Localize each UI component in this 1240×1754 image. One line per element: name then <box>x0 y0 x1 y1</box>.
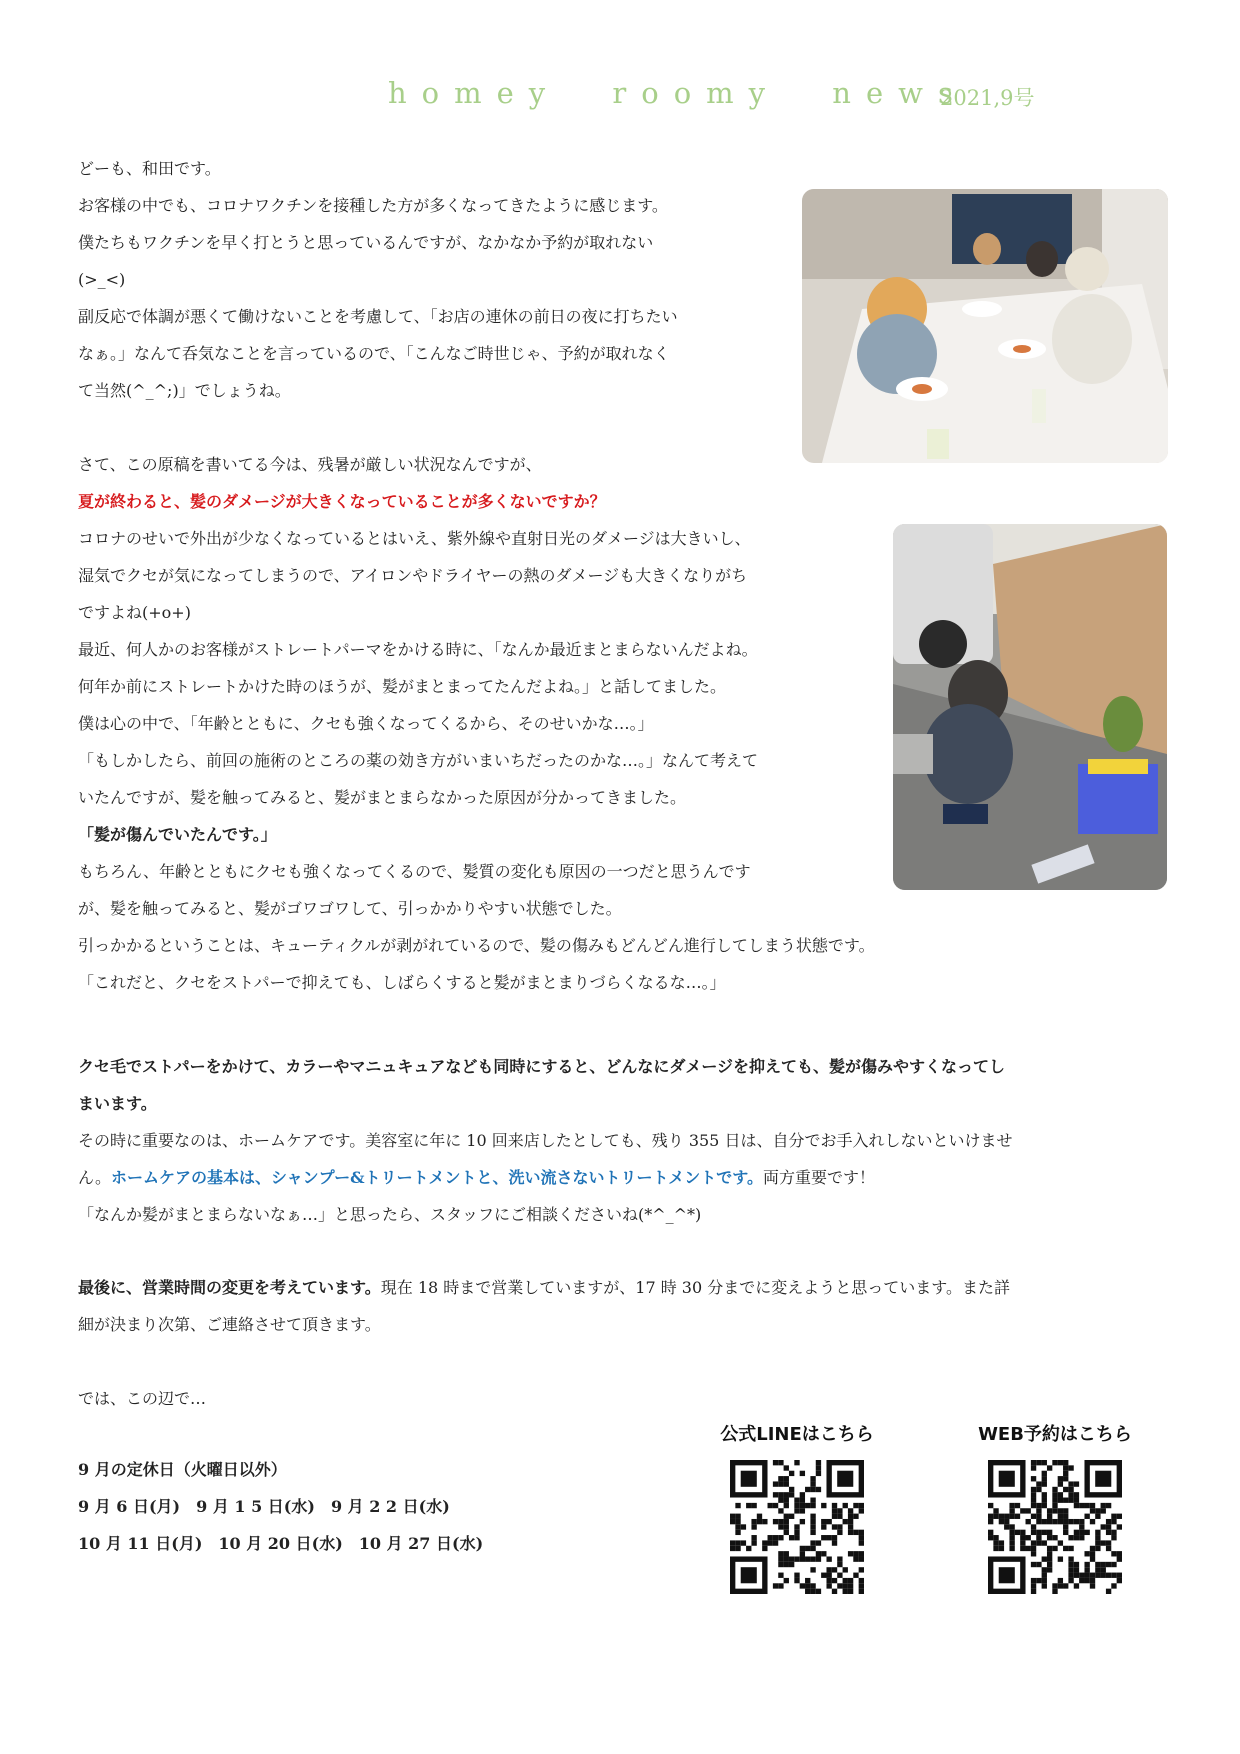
text-line: 湿気でクセが気になってしまうので、アイロンやドライヤーの熱のダメージも大きくなりがち <box>78 566 748 585</box>
line-qr-label: 公式LINEはこちら <box>720 1424 874 1445</box>
text-line <box>78 1159 1012 1196</box>
text-fragment: 現在 18 時まで営業していますが、17 時 30 分までに変えようと思っています。また詳 <box>380 1278 1010 1297</box>
web-reservation-qr-code[interactable] <box>988 1460 1122 1594</box>
section-hair-damage <box>78 446 875 1001</box>
holidays-title: 9 月の定休日（火曜日以外） <box>78 1460 287 1479</box>
text-line: て当然(^_^;)」でしょうね。 <box>78 381 291 400</box>
blue-highlight: ホームケアの基本は、シャンプー&トリートメントと、洗い流さないトリートメントです。 <box>110 1168 764 1187</box>
section-home-care <box>78 1048 1012 1233</box>
bold-text-line: クセ毛でストパーをかけて、カラーやマニュキュアなども同時にすると、どんなにダメージを抑えても、髪が傷みやすくなってし <box>78 1057 1006 1076</box>
web-qr-label: WEB予約はこちら <box>978 1424 1132 1445</box>
text-line: ですよね(+o+) <box>78 603 191 622</box>
text-line: いたんですが、髪を触ってみると、髪がまとまらなかった原因が分かってきました。 <box>78 788 687 807</box>
text-line: お客様の中でも、コロナワクチンを接種した方が多くなってきたように感じます。 <box>78 196 668 215</box>
text-line: が、髪を触ってみると、髪がゴワゴワして、引っかかりやすい状態でした。 <box>78 899 622 918</box>
issue-number: 2021,9号 <box>940 86 1035 110</box>
newsletter-title: homey roomy news <box>388 76 968 110</box>
holidays-block <box>78 1451 483 1562</box>
closing-line <box>78 1380 206 1417</box>
text-line: 「もしかしたら、前回の施術のところの薬の効き方がいまいちだったのかな…。」なんて考えて <box>78 751 759 770</box>
text-line: 何年か前にストレートかけた時のほうが、髪がまとまってたんだよね。」と話してました。 <box>78 677 727 696</box>
text-line: さて、この原稿を書いてる今は、残暑が厳しい状況なんですが、 <box>78 455 542 474</box>
outdoor-photo <box>893 524 1167 890</box>
holidays-row: 9 月 6 日(月) 9 月 1 5 日(水) 9 月 2 2 日(水) <box>78 1497 450 1516</box>
text-line: 副反応で体調が悪くて働けないことを考慮して、「お店の連休の前日の夜に打ちたい <box>78 307 678 326</box>
web-qr-block[interactable] <box>970 1420 1140 1598</box>
header <box>0 76 1240 116</box>
bold-text-line: まいます。 <box>78 1094 157 1113</box>
text-line: 細が決まり次第、ご連絡させて頂きます。 <box>78 1315 381 1334</box>
text-line: その時に重要なのは、ホームケアです。美容室に年に 10 回来店したとしても、残り 355 日は、自分でお手入れしないといけませ <box>78 1131 1013 1150</box>
text-line: 「これだと、クセをストパーで抑えても、しばらくすると髪がまとまりづらくなるな…。」 <box>78 973 726 992</box>
text-fragment: ん。 <box>78 1168 111 1187</box>
text-line: なぁ。」なんて呑気なことを言っているので、「こんなご時世じゃ、予約が取れなく <box>78 344 670 363</box>
section-hours-change <box>78 1269 1010 1343</box>
line-qr-code[interactable] <box>730 1460 864 1594</box>
highlight-heading: 夏が終わると、髪のダメージが大きくなっていることが多くないですか？ <box>78 492 606 511</box>
text-line: 最近、何人かのお客様がストレートパーマをかける時に、「なんか最近まとまらないんだよね。 <box>78 640 758 659</box>
text-line: 僕は心の中で、「年齢とともに、クセも強くなってくるから、そのせいかな…。」 <box>78 714 654 733</box>
bold-text-fragment: 最後に、営業時間の変更を考えています。 <box>78 1278 381 1297</box>
bold-statement: 「髪が傷んでいたんです。」 <box>78 825 277 844</box>
text-fragment: 両方重要です！ <box>763 1168 876 1187</box>
text-line: では、この辺で… <box>78 1389 207 1408</box>
text-line: (>_<) <box>78 270 126 289</box>
holidays-row: 10 月 11 日(月) 10 月 20 日(水) 10 月 27 日(水) <box>78 1534 484 1553</box>
line-qr-block[interactable] <box>712 1420 882 1598</box>
text-line: 引っかかるということは、キューティクルが剥がれているので、髪の傷みもどんどん進行してしまう状態です。 <box>78 936 875 955</box>
text-line: 「なんか髪がまとまらないなぁ…」と思ったら、スタッフにご相談くださいね(*^_^*) <box>78 1205 702 1224</box>
text-line: コロナのせいで外出が少なくなっているとはいえ、紫外線や直射日光のダメージは大きいし、 <box>78 529 751 548</box>
text-line: もちろん、年齢とともにクセも強くなってくるので、髪質の変化も原因の一つだと思うんです <box>78 862 751 881</box>
text-line: どーも、和田です。 <box>78 159 221 178</box>
text-line <box>78 1269 1010 1306</box>
text-line: 僕たちもワクチンを早く打とうと思っているんですが、なかなか予約が取れない <box>78 233 654 252</box>
intro-paragraph <box>78 150 678 409</box>
dinner-photo <box>802 189 1168 463</box>
